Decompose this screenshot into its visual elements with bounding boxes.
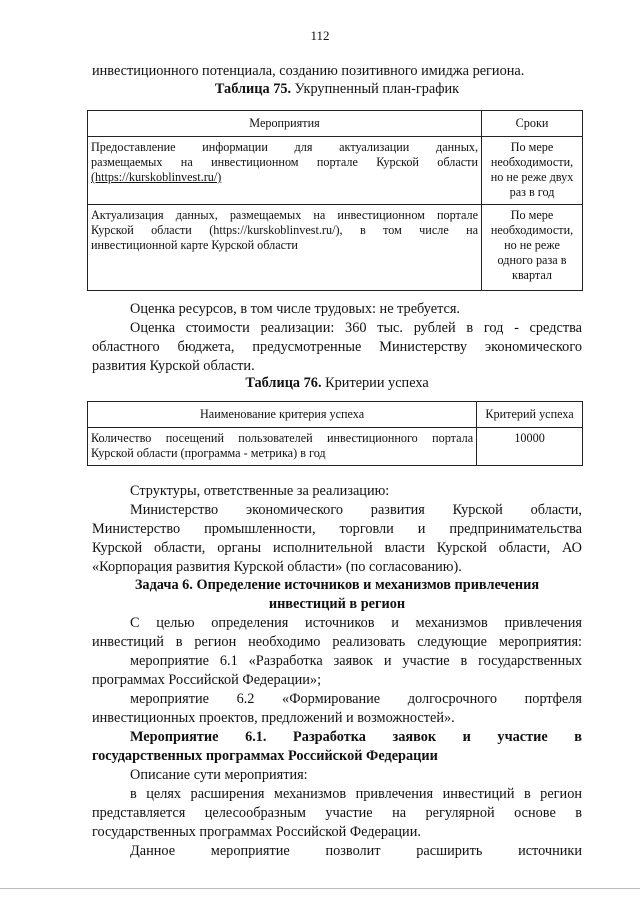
table75-header-row — [88, 111, 583, 137]
table75-header-measures: Мероприятия — [88, 111, 482, 137]
measure62-line-1: мероприятие 6.2 «Формирование долгосрочного портфеля — [130, 691, 582, 707]
table-cell-line: квартал — [512, 268, 552, 282]
table-cell-line: По мере — [510, 140, 554, 154]
description-line-3: государственных программах Российской Федерации. — [92, 824, 421, 840]
structures-line-1: Министерство экономического развития Курской области, — [130, 502, 582, 518]
table-row — [88, 205, 583, 291]
table76-row1-criterion — [88, 428, 477, 466]
task6-title-line-1: Задача 6. Определение источников и механизмов привлечения — [134, 577, 540, 593]
measure61-heading-line-1: Мероприятие 6.1. Разработка заявок и участие в — [130, 729, 582, 745]
table76 — [87, 401, 583, 466]
table-cell-line: инвестиционной карте Курской области — [91, 238, 298, 252]
task6-intro-line-1: С целью определения источников и механизмов привлечения — [130, 615, 582, 631]
structures-heading: Структуры, ответственные за реализацию: — [130, 483, 390, 499]
table76-row1-value: 10000 — [477, 428, 583, 466]
cost-line-2: областного бюджета, предусмотренные Министерству экономического — [92, 339, 582, 355]
description-heading: Описание сути мероприятия: — [130, 767, 308, 783]
table-cell-line: По мере — [510, 208, 554, 222]
measure61-line-2: программах Российской Федерации»; — [92, 672, 322, 688]
intro-line: инвестиционного потенциала, созданию позитивного имиджа региона. — [92, 63, 525, 79]
table75-caption-title: Укрупненный план-график — [291, 81, 460, 97]
portal-link[interactable] — [91, 170, 478, 185]
task6-title-line-2: инвестиций в регион — [268, 596, 406, 612]
table-cell-line: Количество посещений пользователей инвестиционного портала — [91, 431, 474, 445]
table76-header-value: Критерий успеха — [477, 402, 583, 428]
table75-caption — [92, 80, 582, 99]
structures-line-3: Курской области, органы исполнительной власти Курской области, АО — [92, 540, 582, 556]
last-line: Данное мероприятие позволит расширить источники — [130, 843, 582, 859]
table-cell-line: Курской области (https://kurskoblinvest.ru/), в том числе на — [91, 223, 479, 237]
structures-line-2: Министерство промышленности, торговли и предпринимательства — [92, 521, 582, 537]
table75 — [87, 110, 583, 291]
table75-header-terms: Сроки — [482, 111, 583, 137]
table76-header-criterion: Наименование критерия успеха — [88, 402, 477, 428]
table75-row1-term — [482, 137, 583, 205]
table-row — [88, 137, 583, 205]
resources-line: Оценка ресурсов, в том числе трудовых: не требуется. — [130, 301, 460, 317]
page-number: 112 — [310, 28, 330, 43]
table-cell-line: Актуализация данных, размещаемых на инвестиционном портале — [91, 208, 479, 222]
table75-row2-term — [482, 205, 583, 291]
table-cell-line: но не реже — [504, 238, 560, 252]
table-cell-line: необходимости, — [490, 223, 574, 237]
table75-caption-number: Таблица 75. — [214, 81, 292, 97]
structures-line-4: «Корпорация развития Курской области» (по согласованию). — [92, 559, 462, 575]
table-cell-line: необходимости, — [490, 155, 574, 169]
page-bottom-edge — [0, 888, 640, 889]
measure61-line-1: мероприятие 6.1 «Разработка заявок и участие в государственных — [130, 653, 582, 669]
table-cell-line: раз в год — [509, 185, 555, 199]
table-cell-line: но не реже двух — [490, 170, 574, 184]
table-cell-line: Предоставление информации для актуализации данных, — [91, 140, 479, 154]
table76-caption-title: Критерии успеха — [321, 375, 429, 391]
table-cell-line: одного раза в — [497, 253, 567, 267]
measure62-line-2: инвестиционных проектов, предложений и возможностей». — [92, 710, 455, 726]
cost-line-1: Оценка стоимости реализации: 360 тыс. рублей в год - средства — [130, 320, 582, 336]
task6-intro-line-2: инвестиций в регион необходимо реализовать следующие мероприятия: — [92, 634, 582, 650]
table-cell-line: Курской области (программа - метрика) в год — [91, 446, 326, 460]
table76-caption — [92, 374, 582, 393]
measure61-heading-line-2: государственных программах Российской Федерации — [92, 748, 438, 764]
table-cell-line: размещаемых на инвестиционном портале Курской области — [91, 155, 479, 169]
table-row — [88, 428, 583, 466]
portal-link-text[interactable]: (https://kurskoblinvest.ru/) — [91, 170, 222, 184]
description-line-2: представляется целесообразным участие на регулярной основе в — [92, 805, 582, 821]
description-line-1: в целях расширения механизмов привлечения инвестиций в регион — [130, 786, 582, 802]
table75-row1-measure — [88, 137, 482, 205]
cost-line-3: развития Курской области. — [92, 358, 255, 374]
table75-row2-measure — [88, 205, 482, 291]
table76-header-row — [88, 402, 583, 428]
table76-caption-number: Таблица 76. — [245, 375, 322, 391]
